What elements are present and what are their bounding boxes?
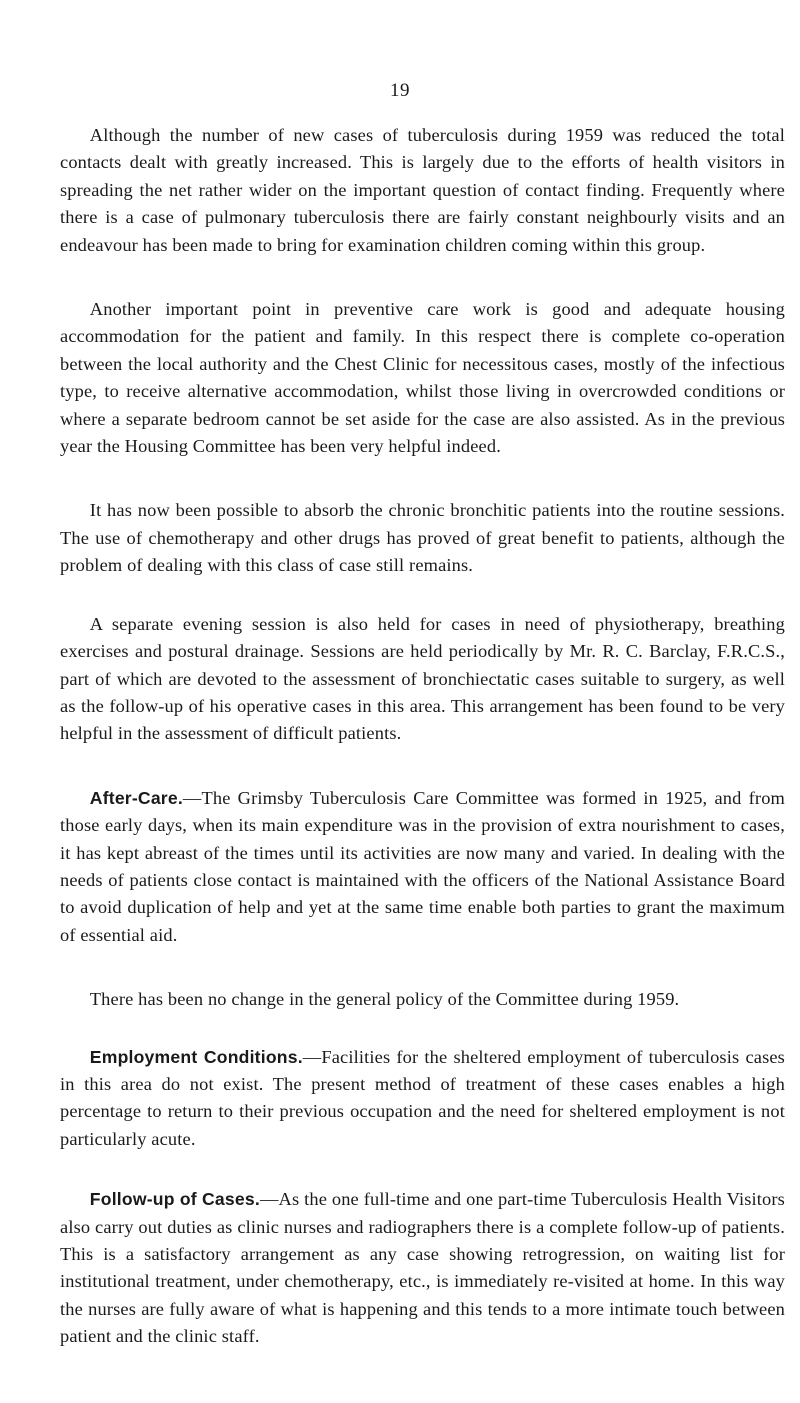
paragraph-follow-up bbox=[60, 1186, 785, 1350]
paragraph-text: It has now been possible to absorb the chronic bronchitic patients into the routine sessions. The use of chemotherapy and other drugs has proved of great benefit to patients, although the problem of dealing with this class of case still remains. bbox=[60, 500, 785, 576]
paragraph-text: There has been no change in the general policy of the Committee during 1959. bbox=[89, 989, 680, 1010]
paragraph-contact-finding bbox=[60, 122, 785, 259]
section-heading-after-care: After-Care. bbox=[89, 787, 183, 808]
paragraph-after-care bbox=[60, 785, 785, 949]
paragraph-text: —The Grimsby Tuberculosis Care Committee was formed in 1925, and from those early days, when its main expenditure was in the provision of extra nourishment to cases, it has kept abreast of the times until its activities are now many and varied. In dealing with the needs of patients close contact is maintained with the officers of the National Assistance Board to avoid duplication of help and yet at the same time enable both parties to grant the maximum of essential aid. bbox=[60, 787, 785, 945]
paragraph-text: A separate evening session is also held for cases in need of physiotherapy, breathing exercises and postural drainage. Sessions are held periodically by Mr. R. C. Barclay, F.R.C.S., part of which are devoted to the assessment of bronchiectatic cases suitable to surgery, as well as the follow-up of his operative cases in this area. This arrangement has been found to be very helpful in the assessment of difficult patients. bbox=[60, 613, 785, 744]
paragraph-chronic-bronchitic bbox=[60, 497, 785, 579]
paragraph-text: Another important point in preventive care work is good and adequate housing accommodation for the patient and family. In this respect there is complete co-operation between the local authority and the Chest Clinic for necessitous cases, mostly of the infectious type, to receive alternative accommodation, whilst those living in overcrowded conditions or where a separate bedroom cannot be set aside for the case are also assisted. As in the previous year the Housing Committee has been very helpful indeed. bbox=[60, 299, 785, 457]
paragraph-employment-conditions bbox=[60, 1044, 785, 1154]
paragraph-text: —As the one full-time and one part-time Tuberculosis Health Visitors also carry out duties as clinic nurses and radiographers there is a complete follow-up of patients. This is a satisfactory arrangement as any case showing retrogression, on waiting list for institutional treatment, under chemotherapy, etc., is immediately re-visited at home. In this way the nurses are fully aware of what is happening and this tends to a more intimate touch between patient and the clinic staff. bbox=[60, 1189, 785, 1347]
page-number: 19 bbox=[390, 80, 410, 101]
paragraph-committee-policy bbox=[60, 986, 785, 1013]
section-heading-employment-conditions: Employment Conditions. bbox=[89, 1046, 303, 1067]
body-text bbox=[60, 122, 785, 1384]
section-heading-follow-up: Follow-up of Cases. bbox=[89, 1189, 260, 1210]
paragraph-housing bbox=[60, 296, 785, 460]
paragraph-evening-session bbox=[60, 611, 785, 748]
paragraph-text: —Facilities for the sheltered employment of tuberculosis cases in this area do not exist. The present method of treatment of these cases enables a high percentage to return to their previous occupation and the need for sheltered employment is not particularly acute. bbox=[60, 1046, 785, 1149]
paragraph-text: Although the number of new cases of tuberculosis during 1959 was reduced the total contacts dealt with greatly increased. This is largely due to the efforts of health visitors in spreading the net rather wider on the important question of contact finding. Frequently where there is a case of pulmonary tuberculosis there are fairly constant neighbourly visits and an endeavour has been made to bring for examination children coming within this group. bbox=[60, 125, 785, 255]
